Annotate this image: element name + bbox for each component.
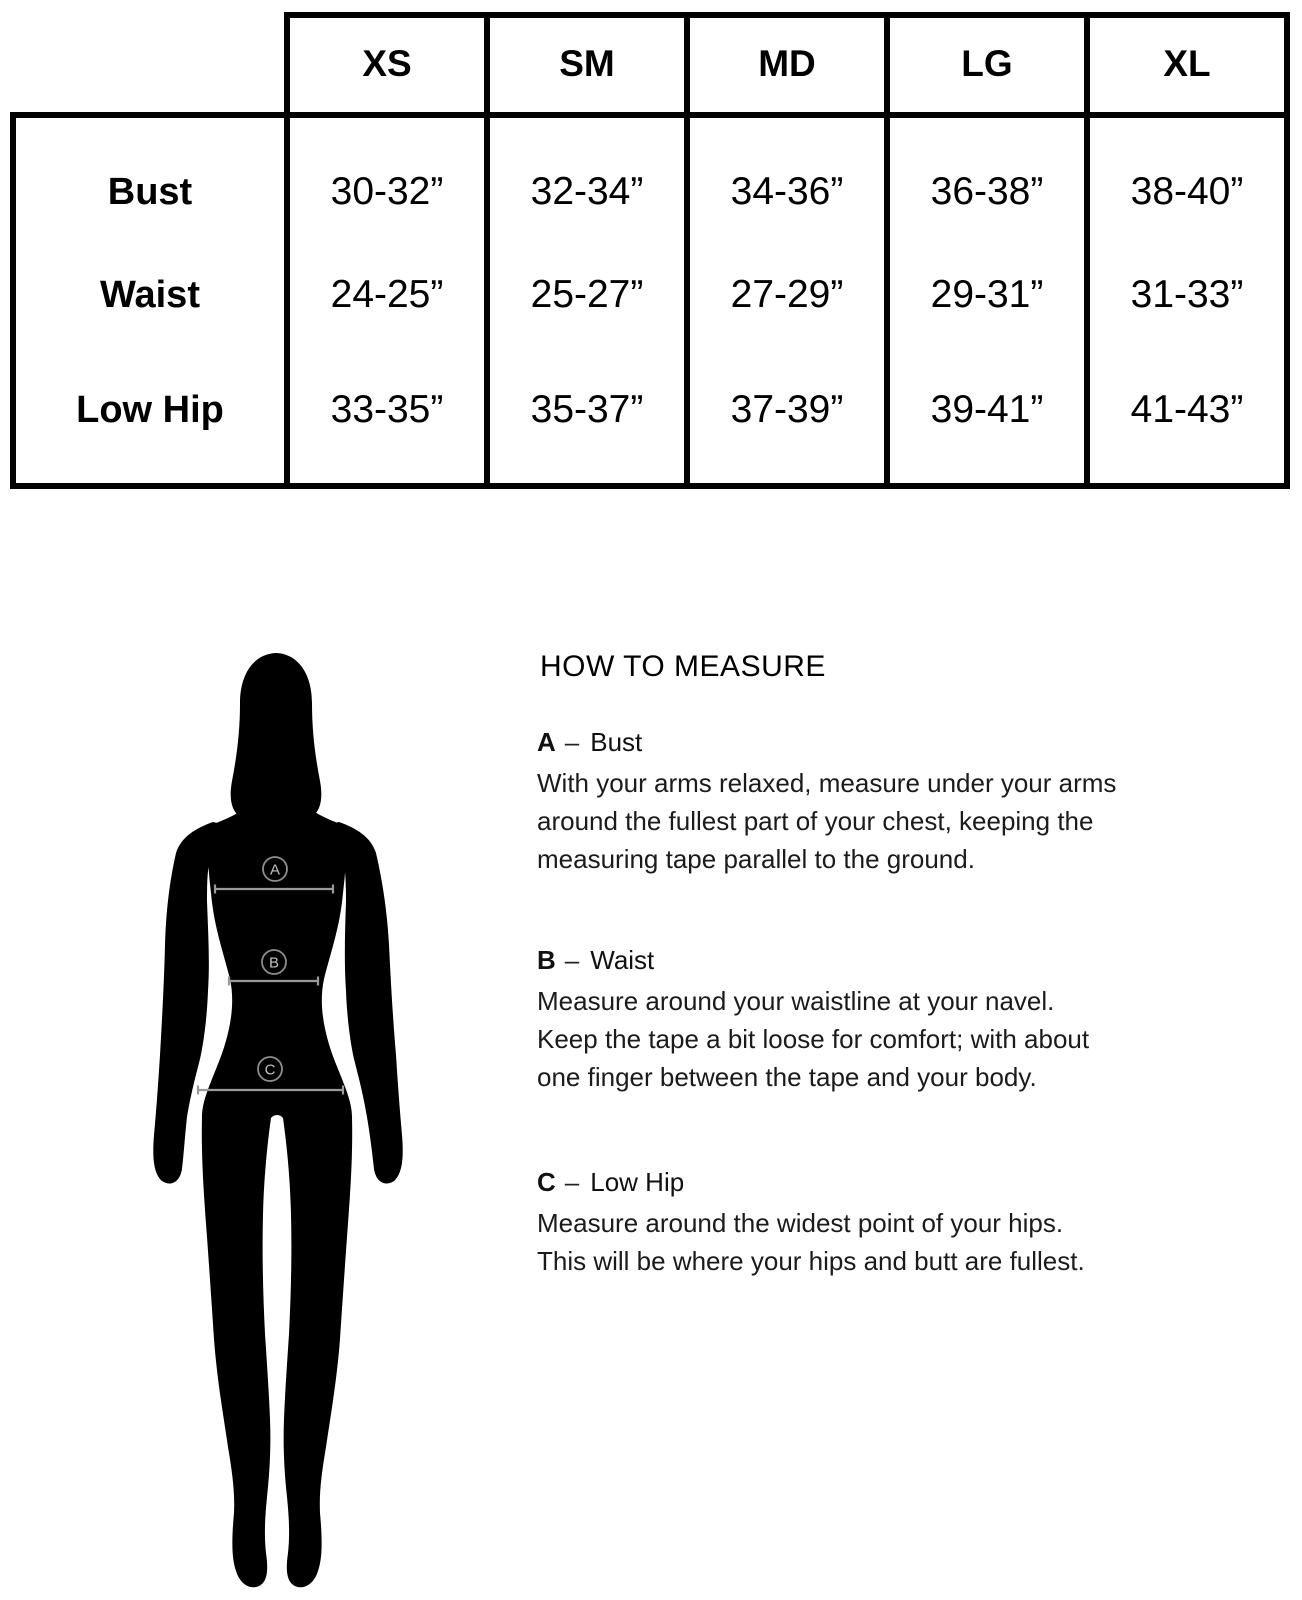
- bust-lg-value: 36-38”: [930, 170, 1044, 213]
- bust-xs-value: 30-32”: [330, 170, 444, 213]
- description-line: one finger between the tape and your body.: [537, 1062, 1037, 1092]
- bust-section-dash: –: [564, 727, 580, 757]
- waist-xs-value: 24-25”: [330, 273, 444, 316]
- waist-section-heading: [537, 944, 1177, 976]
- column-header-md: MD: [758, 43, 816, 84]
- waist-marker-letter: B: [268, 954, 280, 972]
- waist-lg-value: 29-31”: [930, 273, 1044, 316]
- bust-xl-value: 38-40”: [1130, 170, 1244, 213]
- bust-instructions-section: [537, 726, 1177, 878]
- row-label-bust: Bust: [107, 171, 193, 213]
- description-line: Measure around the widest point of your hips.: [537, 1208, 1064, 1238]
- silhouette-torso-legs: [202, 786, 352, 1588]
- row-label-waist: Waist: [100, 274, 200, 316]
- waist-xl-value: 31-33”: [1130, 273, 1244, 316]
- low-hip-section-dash: –: [564, 1167, 580, 1197]
- waist-section-dash: –: [564, 945, 580, 975]
- bust-section-heading: [537, 726, 1177, 758]
- bust-marker-letter: A: [269, 861, 281, 879]
- waist-md-value: 27-29”: [730, 273, 844, 316]
- low-hip-section-letter: C: [537, 1167, 556, 1197]
- low-hip-section-description: [537, 1204, 1177, 1280]
- low-hip-instructions-section: [537, 1166, 1177, 1280]
- lowhip-sm-value: 35-37”: [530, 388, 644, 431]
- waist-section-description: [537, 982, 1177, 1096]
- bust-section-description: [537, 764, 1177, 878]
- waist-sm-value: 25-27”: [530, 273, 644, 316]
- description-line: measuring tape parallel to the ground.: [537, 844, 975, 874]
- description-line: With your arms relaxed, measure under your arms: [537, 768, 1117, 798]
- description-line: This will be where your hips and butt are fullest.: [537, 1246, 1085, 1276]
- lowhip-xl-value: 41-43”: [1130, 388, 1244, 431]
- bust-sm-value: 32-34”: [530, 170, 644, 213]
- female-body-silhouette: [150, 645, 415, 1600]
- table-row: [0, 233, 1302, 357]
- lowhip-lg-value: 39-41”: [930, 388, 1044, 431]
- column-header-sm: SM: [559, 43, 615, 84]
- column-header-lg: LG: [961, 43, 1013, 84]
- description-line: around the fullest part of your chest, keeping the: [537, 806, 1094, 836]
- description-line: Keep the tape a bit loose for comfort; with about: [537, 1024, 1090, 1054]
- bust-md-value: 34-36”: [730, 170, 844, 213]
- waist-section-name: Waist: [590, 945, 655, 975]
- how-to-measure-title: HOW TO MEASURE: [540, 650, 826, 683]
- low-hip-section-heading: [537, 1166, 1177, 1198]
- description-line: Measure around your waistline at your navel.: [537, 986, 1055, 1016]
- column-header-xl: XL: [1163, 43, 1211, 84]
- table-row: [0, 348, 1302, 472]
- waist-section-letter: B: [537, 945, 556, 975]
- bust-section-letter: A: [537, 727, 556, 757]
- low-hip-marker-letter: C: [264, 1061, 276, 1079]
- column-header-xs: XS: [362, 43, 412, 84]
- bust-section-name: Bust: [590, 727, 643, 757]
- low-hip-section-name: Low Hip: [590, 1167, 685, 1197]
- lowhip-xs-value: 33-35”: [330, 388, 444, 431]
- row-label-low-hip: Low Hip: [76, 389, 224, 431]
- waist-instructions-section: [537, 944, 1177, 1096]
- table-bottom-border: [10, 483, 1290, 489]
- lowhip-md-value: 37-39”: [730, 388, 844, 431]
